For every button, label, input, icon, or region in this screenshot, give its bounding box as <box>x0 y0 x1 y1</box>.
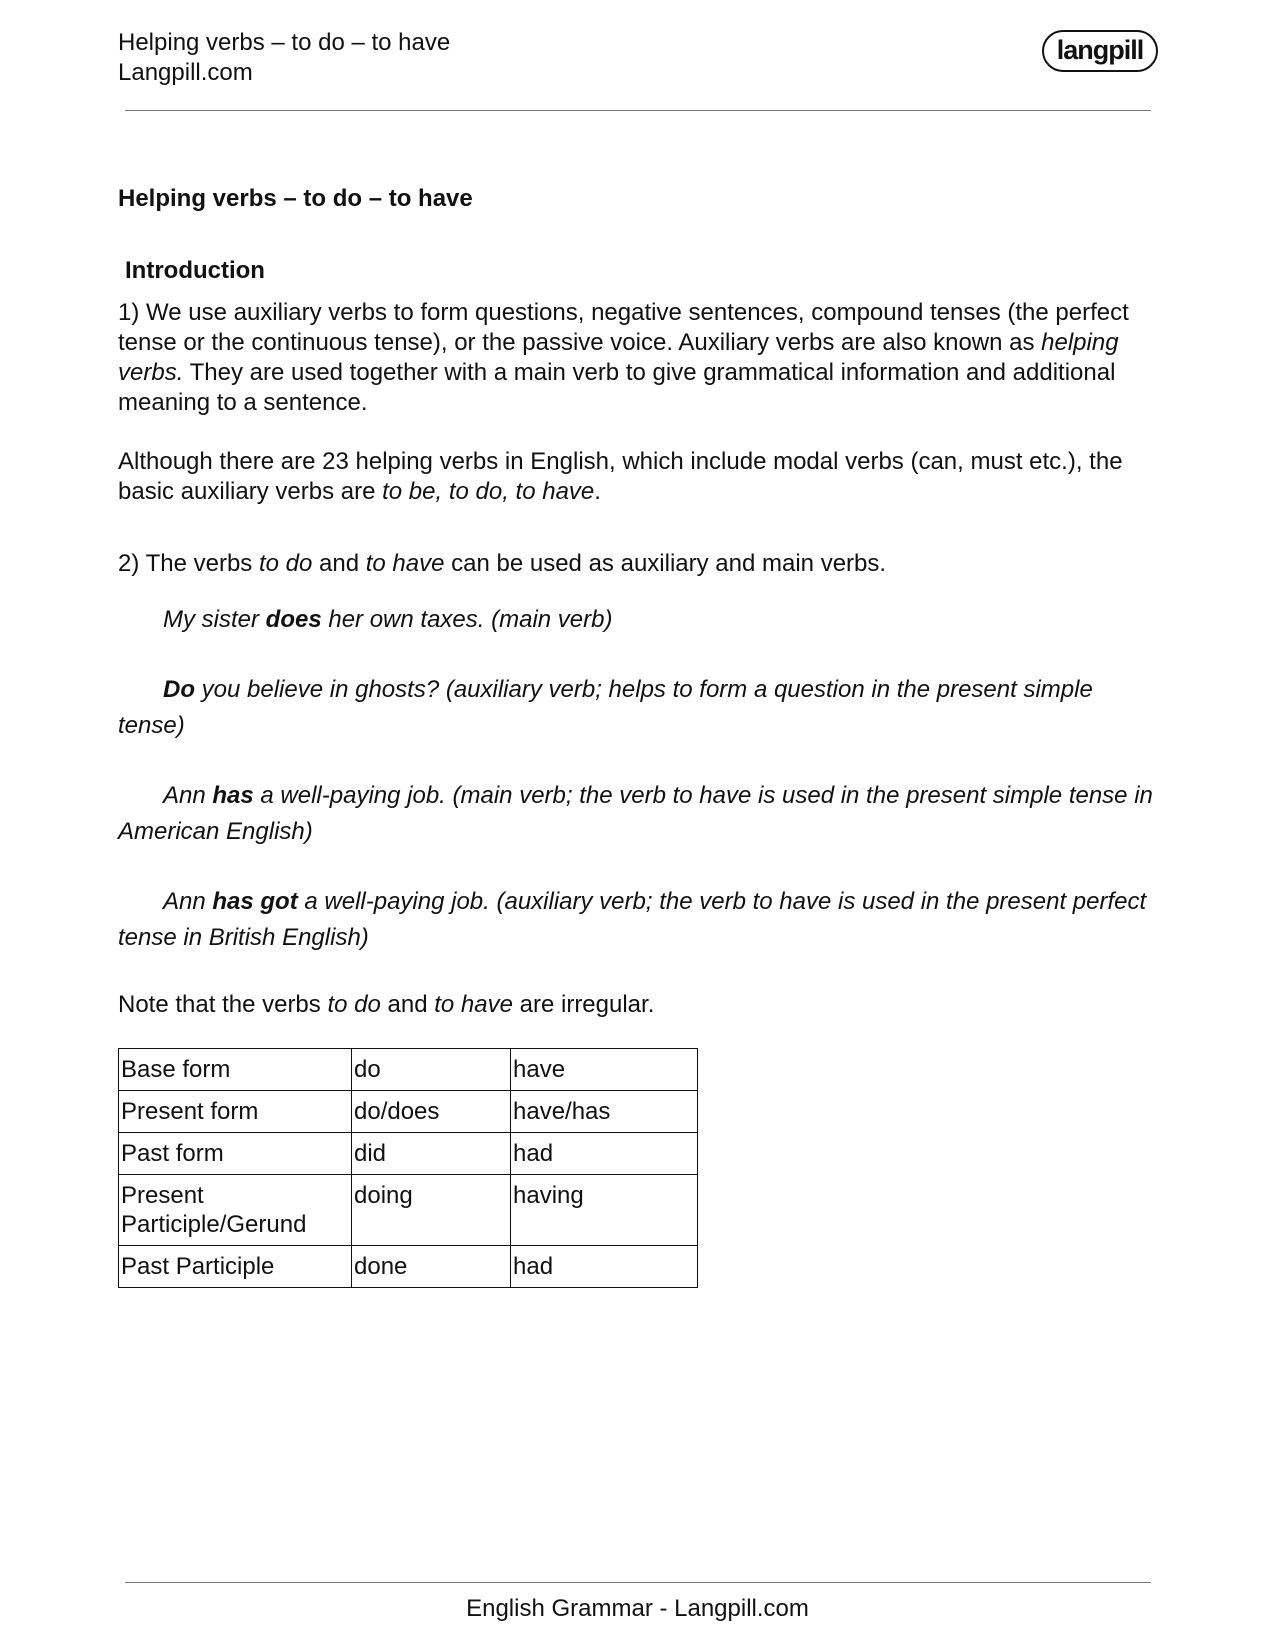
para3-emphasis-to-do: to do <box>258 550 313 577</box>
para1-emphasis: helping verbs. <box>118 329 1119 386</box>
table-cell: do/does <box>352 1091 511 1133</box>
table-cell: had <box>511 1246 698 1288</box>
note-emphasis-to-have: to have <box>434 991 513 1018</box>
paragraph-do-have-usage <box>118 549 1158 579</box>
table-row <box>119 1246 698 1288</box>
para2-text-a: Although there are 23 helping verbs in English, which include modal verbs (can, must etc.), the basic auxiliary verbs are <box>118 448 1123 505</box>
example-text: Ann <box>163 782 213 809</box>
para3-text-e: can be used as auxiliary and main verbs. <box>444 550 887 577</box>
paragraph-helping-verbs-count <box>118 447 1158 507</box>
para1-text-c: They are used together with a main verb to give grammatical information and additional meaning to a sentence. <box>118 359 1116 416</box>
irregular-note <box>118 990 1158 1020</box>
note-text-c: and <box>380 991 435 1018</box>
para3-text-a: 2) The verbs <box>118 550 259 577</box>
example-sentence <box>118 778 1158 850</box>
para2-emphasis: to be, to do, to have <box>382 478 595 505</box>
table-row <box>119 1133 698 1175</box>
page-footer: English Grammar - Langpill.com <box>466 1595 809 1622</box>
example-verb: Do <box>163 676 195 703</box>
table-cell: had <box>511 1133 698 1175</box>
table-cell: Base form <box>119 1049 352 1091</box>
note-text-e: are irregular. <box>512 991 655 1018</box>
table-cell: having <box>511 1175 698 1246</box>
table-cell: did <box>352 1133 511 1175</box>
paragraph-auxiliary-verbs <box>118 298 1158 418</box>
table-row <box>119 1175 698 1246</box>
header-divider <box>125 110 1151 111</box>
section-heading: Introduction <box>125 257 265 284</box>
example-verb: has <box>212 782 254 809</box>
table-cell: doing <box>352 1175 511 1246</box>
table-cell: Present form <box>119 1091 352 1133</box>
table-cell: do <box>352 1049 511 1091</box>
table-cell: done <box>352 1246 511 1288</box>
example-sentence <box>118 602 1158 638</box>
footer-divider <box>125 1582 1151 1583</box>
example-text: My sister <box>163 606 266 633</box>
example-verb: has got <box>212 888 298 915</box>
example-sentence <box>118 884 1158 956</box>
example-sentence <box>118 672 1158 744</box>
example-text: Ann <box>163 888 213 915</box>
table-cell: Present Participle/Gerund <box>119 1175 352 1246</box>
header-site: Langpill.com <box>118 59 253 86</box>
para3-text-c: and <box>312 550 366 577</box>
table-cell: have <box>511 1049 698 1091</box>
table-row <box>119 1049 698 1091</box>
table-cell: Past form <box>119 1133 352 1175</box>
header-title: Helping verbs – to do – to have <box>118 29 451 56</box>
example-text: her own taxes. (main verb) <box>321 606 613 633</box>
document-body <box>118 184 1158 1288</box>
para1-text-a: 1) We use auxiliary verbs to form questions, negative sentences, compound tenses (the perfect tense or the continuous tense), or the passive voice. Auxiliary verbs are also known as <box>118 299 1129 356</box>
page-header <box>118 28 1158 112</box>
langpill-logo: langpill <box>1042 30 1158 72</box>
example-verb: does <box>265 606 322 633</box>
table-cell: Past Participle <box>119 1246 352 1288</box>
table-row <box>119 1091 698 1133</box>
verb-forms-table <box>118 1048 698 1288</box>
para2-text-c: . <box>594 478 601 505</box>
note-emphasis-to-do: to do <box>327 991 381 1018</box>
example-text: you believe in ghosts? (auxiliary verb; helps to form a question in the present simple tense) <box>118 676 1093 739</box>
para3-emphasis-to-have: to have <box>365 550 445 577</box>
header-text <box>118 28 450 88</box>
note-text-a: Note that the verbs <box>118 991 328 1018</box>
example-text: a well-paying job. (auxiliary verb; the verb to have is used in the present perfect tense in British English) <box>118 888 1147 951</box>
table-cell: have/has <box>511 1091 698 1133</box>
document-title: Helping verbs – to do – to have <box>118 185 473 212</box>
example-text: a well-paying job. (main verb; the verb to have is used in the present simple tense in American English) <box>118 782 1153 845</box>
